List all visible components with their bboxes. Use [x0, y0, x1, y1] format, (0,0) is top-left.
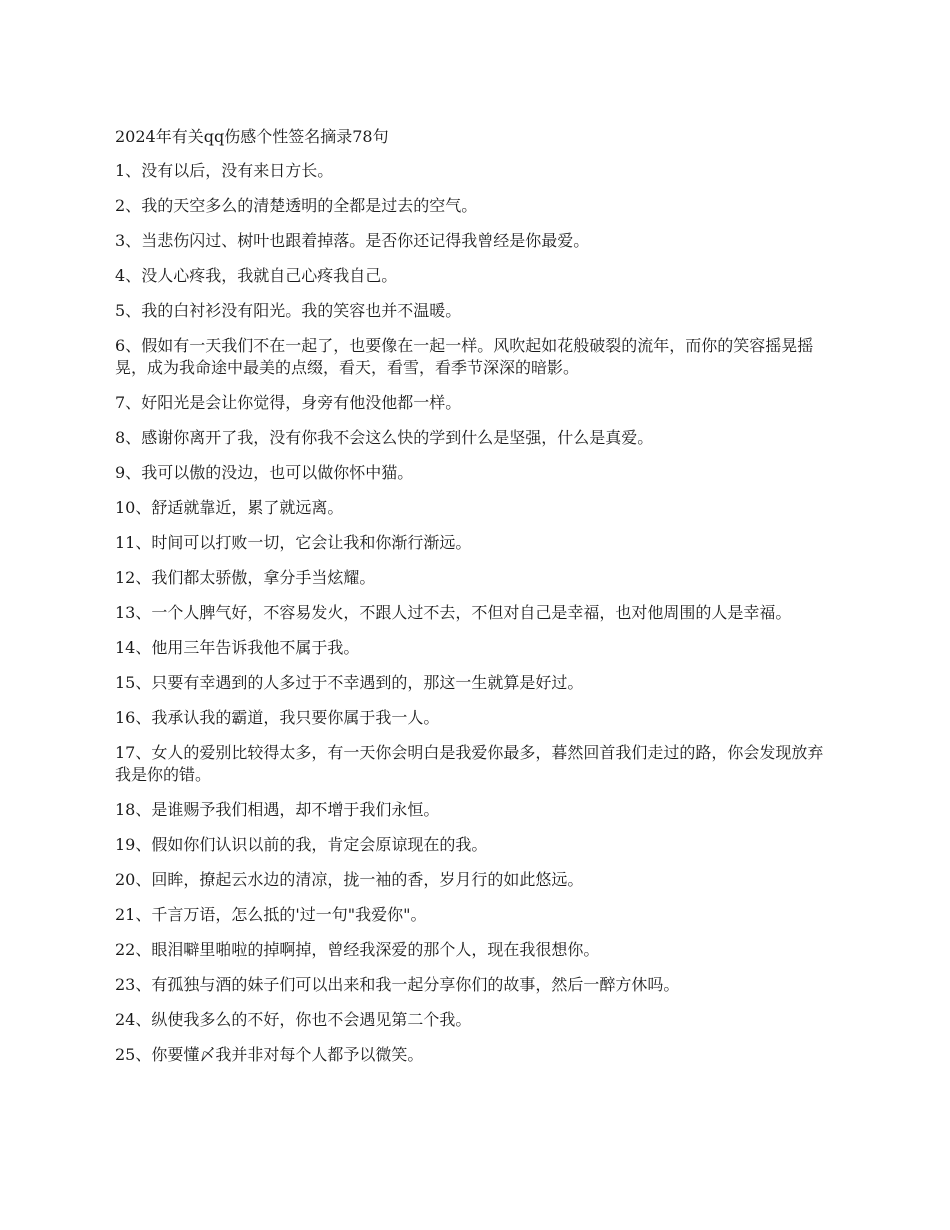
entry-text: 好阳光是会让你觉得，身旁有他没他都一样。 — [141, 393, 462, 412]
entry-number: 10、 — [115, 498, 152, 517]
entry-text: 女人的爱别比较得太多，有一天你会明白是我爱你最多，暮然回首我们走过的路，你会发现放弃我是你的错。 — [115, 743, 824, 784]
entry-number: 8、 — [115, 428, 142, 447]
entry-number: 23、 — [115, 975, 152, 994]
list-item — [115, 300, 830, 322]
list-item — [115, 392, 830, 414]
entry-text: 当悲伤闪过、树叶也跟着掉落。是否你还记得我曾经是你最爱。 — [141, 231, 590, 250]
entry-number: 14、 — [115, 638, 152, 657]
entry-text: 是谁赐予我们相遇，却不增于我们永恒。 — [151, 800, 440, 819]
entry-number: 18、 — [115, 800, 152, 819]
list-item — [115, 160, 830, 182]
list-item — [115, 567, 830, 589]
document-page — [115, 125, 830, 1079]
entry-number: 19、 — [115, 835, 152, 854]
list-item — [115, 195, 830, 217]
entry-number: 22、 — [115, 940, 152, 959]
list-item — [115, 834, 830, 856]
entry-number: 2、 — [115, 196, 142, 215]
entry-number: 11、 — [115, 533, 152, 552]
list-item — [115, 265, 830, 287]
list-item — [115, 974, 830, 996]
list-item — [115, 1044, 830, 1066]
entry-number: 15、 — [115, 673, 152, 692]
entry-number: 5、 — [115, 301, 142, 320]
entry-text: 回眸，撩起云水边的清凉，拢一袖的香，岁月行的如此悠远。 — [151, 870, 584, 889]
list-item — [115, 869, 830, 891]
entry-text: 千言万语，怎么抵的'过一句"我爱你"。 — [151, 905, 427, 924]
list-item — [115, 672, 830, 694]
document-title: 2024年有关qq伤感个性签名摘录78句 — [115, 127, 389, 146]
entry-text: 时间可以打败一切，它会让我和你渐行渐远。 — [151, 533, 472, 552]
list-item — [115, 1009, 830, 1031]
entry-text: 我的白衬衫没有阳光。我的笑容也并不温暖。 — [141, 301, 462, 320]
entry-number: 12、 — [115, 568, 152, 587]
entry-text: 他用三年告诉我他不属于我。 — [151, 638, 360, 657]
entry-number: 13、 — [115, 603, 152, 622]
list-item — [115, 462, 830, 484]
entry-text: 假如有一天我们不在一起了，也要像在一起一样。风吹起如花般破裂的流年，而你的笑容摇晃摇晃，成为我命途中最美的点缀，看天，看雪，看季节深深的暗影。 — [115, 336, 814, 377]
list-item — [115, 799, 830, 821]
entry-text: 我们都太骄傲，拿分手当炫耀。 — [151, 568, 376, 587]
entry-text: 眼泪噼里啪啦的掉啊掉，曾经我深爱的那个人，现在我很想你。 — [151, 940, 600, 959]
entry-text: 我的天空多么的清楚透明的全都是过去的空气。 — [141, 196, 478, 215]
entry-number: 21、 — [115, 905, 152, 924]
entry-number: 17、 — [115, 743, 152, 762]
entry-number: 6、 — [115, 336, 142, 355]
entry-text: 没有以后，没有来日方长。 — [141, 161, 334, 180]
entry-number: 25、 — [115, 1045, 152, 1064]
entry-text: 我可以傲的没边，也可以做你怀中猫。 — [141, 463, 414, 482]
entry-text: 我承认我的霸道，我只要你属于我一人。 — [151, 708, 440, 727]
list-item — [115, 335, 830, 379]
entry-text: 你要懂〆我并非对每个人都予以微笑。 — [151, 1045, 424, 1064]
entry-text: 纵使我多么的不好，你也不会遇见第二个我。 — [151, 1010, 472, 1029]
list-item — [115, 602, 830, 624]
entry-text: 没人心疼我，我就自己心疼我自己。 — [141, 266, 398, 285]
entry-list — [115, 160, 830, 1066]
entry-text: 一个人脾气好，不容易发火，不跟人过不去，不但对自己是幸福，也对他周围的人是幸福。 — [151, 603, 792, 622]
entry-text: 假如你们认识以前的我，肯定会原谅现在的我。 — [151, 835, 488, 854]
entry-number: 3、 — [115, 231, 142, 250]
entry-number: 16、 — [115, 708, 152, 727]
entry-text: 只要有幸遇到的人多过于不幸遇到的，那这一生就算是好过。 — [151, 673, 584, 692]
entry-number: 1、 — [115, 161, 142, 180]
list-item — [115, 904, 830, 926]
entry-number: 7、 — [115, 393, 142, 412]
entry-number: 4、 — [115, 266, 142, 285]
list-item — [115, 427, 830, 449]
entry-number: 20、 — [115, 870, 152, 889]
entry-text: 有孤独与酒的妹子们可以出来和我一起分享你们的故事，然后一醉方休吗。 — [151, 975, 680, 994]
list-item — [115, 497, 830, 519]
entry-text: 感谢你离开了我，没有你我不会这么快的学到什么是坚强，什么是真爱。 — [141, 428, 654, 447]
entry-number: 9、 — [115, 463, 142, 482]
list-item — [115, 742, 830, 786]
list-item — [115, 707, 830, 729]
entry-number: 24、 — [115, 1010, 152, 1029]
list-item — [115, 939, 830, 961]
list-item — [115, 532, 830, 554]
list-item — [115, 230, 830, 252]
list-item — [115, 637, 830, 659]
entry-text: 舒适就靠近，累了就远离。 — [151, 498, 344, 517]
